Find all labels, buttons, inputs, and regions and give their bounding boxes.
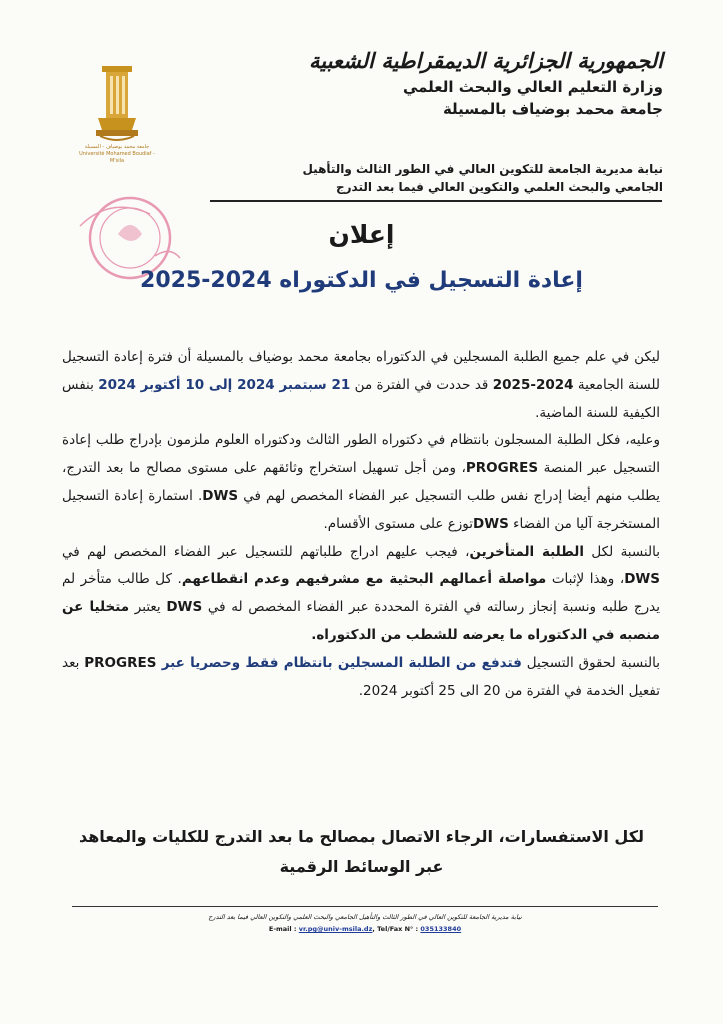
- paragraph-1: ليكن في علم جميع الطلبة المسجلين في الدكتوراه بجامعة محمد بوضياف بالمسيلة أن فترة إعادة التسجيل للسنة الجامعية 2024-2025 قد حددت في الفترة من 21 سبتمبر 2024 إلى 10 أكتوبر 2024 بنفس الكيفية للسنة الماضية.: [62, 349, 660, 421]
- vice-rectorate: نيابة مديرية الجامعة للتكوين العالي في الطور الثالث والتأهيل الجامعي والبحث العلمي والتكوين العالي فيما بعد التدرج: [302, 162, 663, 194]
- logo-caption: جامعة محمد بوضياف - المسيلة Université Mohamed Boudiaf - M'sila: [79, 144, 155, 164]
- republic-name: الجمهورية الجزائرية الديمقراطية الشعبية: [308, 48, 663, 73]
- header-divider: [210, 200, 662, 202]
- ministry-name: وزارة التعليم العالي والبحث العلمي: [402, 78, 663, 96]
- paragraph-2: وعليه، فكل الطلبة المسجلون بانتظام في دكتوراه الطور الثالث ودكتوراه العلوم ملزمون بإدراج طلب إعادة التسجيل عبر المنصة PROGRES، ومن أجل تسهيل استخراج وثائقهم على مستوى مصالح ما بعد التدرج، يطلب منهم أيضا إدراج نفس طلب التسجيل عبر الفضاء المخصص لهم في DWS. استمارة إعادة التسجيل المستخرجة آليا من الفضاء DWSتوزع على مستوى الأقسام.: [62, 432, 660, 532]
- phone-link[interactable]: 035133840: [420, 925, 462, 933]
- footer-divider: [72, 906, 658, 907]
- announcement-title: إعلان: [328, 220, 395, 249]
- university-logo-icon: [96, 66, 138, 142]
- university-name: جامعة محمد بوضياف بالمسيلة: [442, 100, 663, 118]
- footer-address: نيابة مديرية الجامعة للتكوين العالي في الطور الثالث والتأهيل الجامعي والبحث العلمي والتكوين العالي فيما بعد التدرج: [208, 913, 522, 921]
- email-link[interactable]: vr.pg@univ-msila.dz: [298, 925, 373, 933]
- letterhead: [243, 46, 663, 120]
- paragraph-3: بالنسبة لكل الطلبة المتأخرين، فيجب عليهم ادراج طلباتهم للتسجيل عبر الفضاء المخصص لهم في DWS، وهذا لإثبات مواصلة أعمالهم البحثية مع مشرفيهم وعدم انقطاعهم. كل طالب متأخر لم يدرج طلبه ونسبة إنجاز رسالته في الفترة المحددة عبر الفضاء المخصص له في DWS يعتبر متخليا عن منصبه في الدكتوراه ما يعرضه للشطب من الدكتوراه.: [62, 543, 661, 643]
- announcement-subtitle: إعادة التسجيل في الدكتوراه 2024-2025: [140, 268, 583, 293]
- announcement-body: [62, 344, 660, 705]
- paragraph-4: بالنسبة لحقوق التسجيل فتدفع من الطلبة المسجلين بانتظام فقط وحصريا عبر PROGRES بعد تفعيل الخدمة في الفترة من 20 الى 25 أكتوبر 2024.: [62, 654, 660, 699]
- footer-contact: E-mail : vr.pg@univ-msila.dz, Tel/Fax N° : 035133840: [268, 925, 462, 933]
- contact-note: لكل الاستفسارات، الرجاء الاتصال بمصالح ما بعد التدرج للكليات والمعاهد عبر الوسائط الرقمية: [78, 827, 645, 876]
